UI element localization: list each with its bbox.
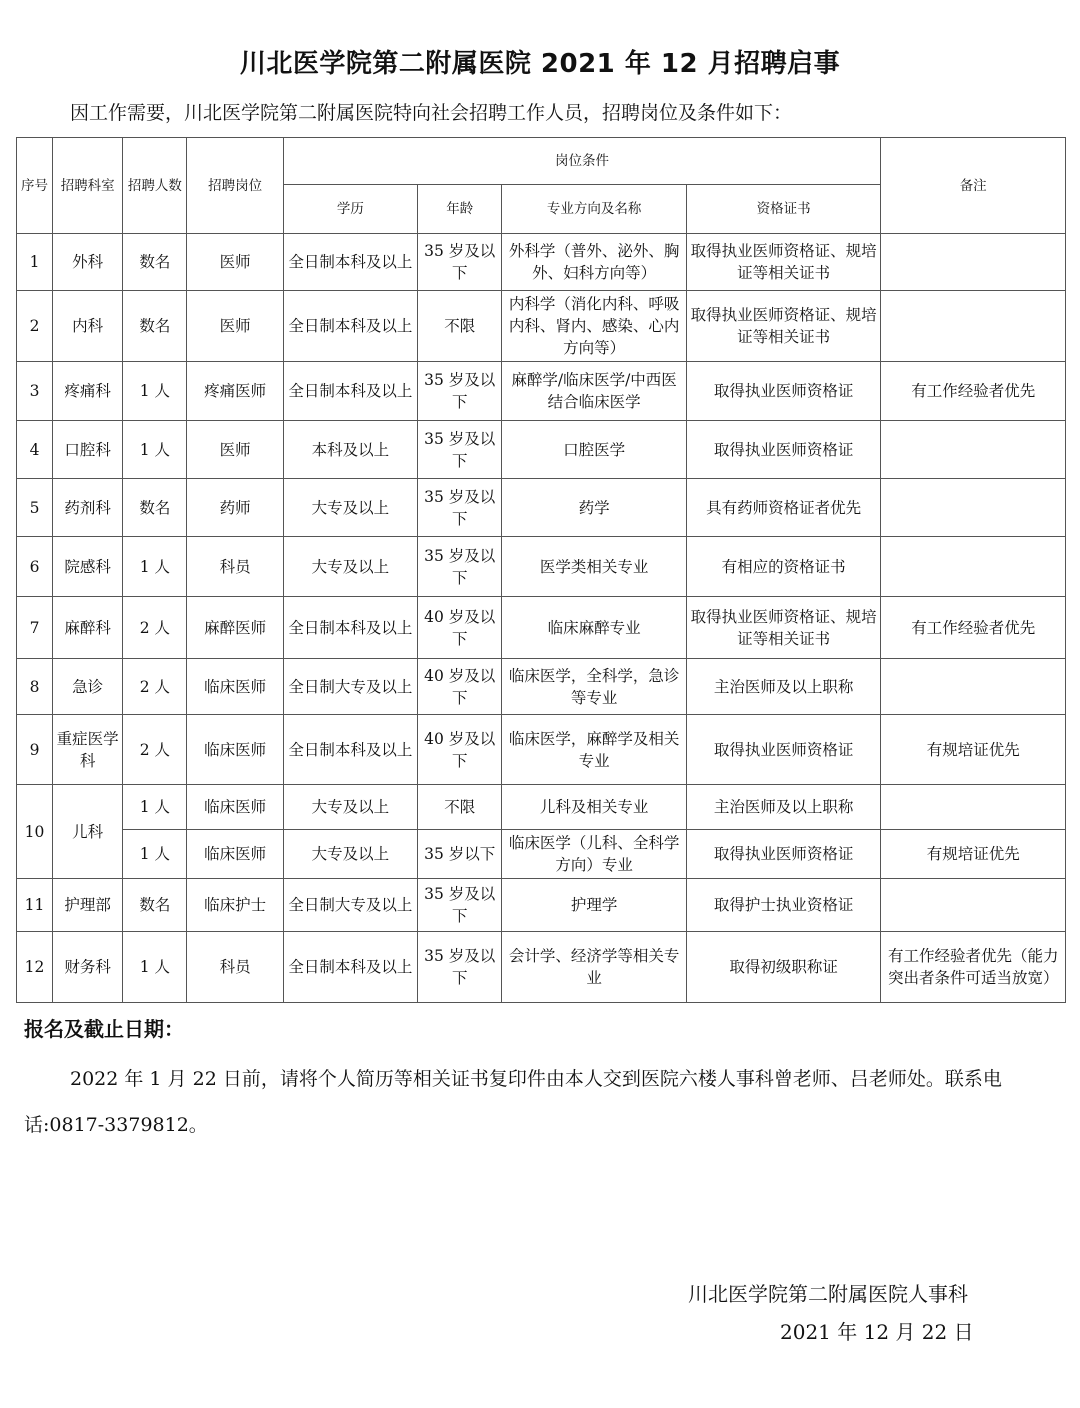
cell-certificate: 主治医师及以上职称 bbox=[686, 785, 881, 830]
signature-date: 2021 年 12 月 22 日 bbox=[780, 1320, 974, 1344]
cell-count: 1 人 bbox=[123, 830, 187, 879]
page-title: 川北医学院第二附属医院 2021 年 12 月招聘启事 bbox=[239, 49, 841, 79]
cell-count: 数名 bbox=[123, 234, 187, 291]
cell-education: 全日制本科及以上 bbox=[283, 234, 417, 291]
cell-position: 临床医师 bbox=[187, 785, 283, 830]
cell-major: 麻醉学/临床医学/中西医结合临床医学 bbox=[502, 362, 687, 421]
cell-dept: 外科 bbox=[53, 234, 123, 291]
cell-count: 1 人 bbox=[123, 932, 187, 1003]
cell-no: 5 bbox=[17, 479, 53, 537]
cell-position: 科员 bbox=[187, 932, 283, 1003]
cell-count: 1 人 bbox=[123, 362, 187, 421]
table-row bbox=[17, 932, 1066, 1003]
header-conditions: 岗位条件 bbox=[283, 138, 881, 185]
signature-department: 川北医学院第二附属医院人事科 bbox=[688, 1282, 968, 1306]
cell-count: 数名 bbox=[123, 479, 187, 537]
cell-count: 1 人 bbox=[123, 421, 187, 479]
cell-education: 全日制大专及以上 bbox=[283, 659, 417, 715]
cell-position: 医师 bbox=[187, 291, 283, 362]
cell-count: 2 人 bbox=[123, 597, 187, 659]
cell-certificate: 取得执业医师资格证、规培证等相关证书 bbox=[686, 597, 881, 659]
cell-remarks bbox=[881, 234, 1066, 291]
table-row bbox=[17, 879, 1066, 932]
header-dept: 招聘科室 bbox=[53, 138, 123, 234]
cell-major: 外科学（普外、泌外、胸外、妇科方向等） bbox=[502, 234, 687, 291]
cell-dept: 重症医学科 bbox=[53, 715, 123, 785]
cell-education: 大专及以上 bbox=[283, 785, 417, 830]
cell-dept: 口腔科 bbox=[53, 421, 123, 479]
cell-education: 本科及以上 bbox=[283, 421, 417, 479]
cell-no: 9 bbox=[17, 715, 53, 785]
cell-certificate: 取得初级职称证 bbox=[686, 932, 881, 1003]
cell-count: 数名 bbox=[123, 291, 187, 362]
header-remarks: 备注 bbox=[881, 138, 1066, 234]
cell-age: 40 岁及以下 bbox=[418, 597, 502, 659]
deadline-heading: 报名及截止日期： bbox=[24, 1017, 184, 1041]
cell-age: 35 岁及以下 bbox=[418, 479, 502, 537]
cell-position: 医师 bbox=[187, 234, 283, 291]
table-row bbox=[17, 715, 1066, 785]
cell-education: 大专及以上 bbox=[283, 479, 417, 537]
cell-position: 科员 bbox=[187, 537, 283, 597]
cell-remarks bbox=[881, 879, 1066, 932]
cell-education: 全日制本科及以上 bbox=[283, 291, 417, 362]
cell-count: 1 人 bbox=[123, 785, 187, 830]
cell-certificate: 取得执业医师资格证 bbox=[686, 421, 881, 479]
cell-count: 2 人 bbox=[123, 715, 187, 785]
table-row bbox=[17, 537, 1066, 597]
cell-education: 全日制本科及以上 bbox=[283, 932, 417, 1003]
cell-education: 全日制本科及以上 bbox=[283, 597, 417, 659]
cell-position: 临床医师 bbox=[187, 715, 283, 785]
cell-remarks bbox=[881, 421, 1066, 479]
cell-age: 35 岁及以下 bbox=[418, 421, 502, 479]
cell-no: 2 bbox=[17, 291, 53, 362]
table-row bbox=[17, 785, 1066, 830]
header-no: 序号 bbox=[17, 138, 53, 234]
header-major: 专业方向及名称 bbox=[502, 185, 687, 234]
cell-certificate: 取得执业医师资格证 bbox=[686, 362, 881, 421]
cell-no: 3 bbox=[17, 362, 53, 421]
cell-no: 6 bbox=[17, 537, 53, 597]
cell-position: 医师 bbox=[187, 421, 283, 479]
cell-count: 数名 bbox=[123, 879, 187, 932]
cell-no: 1 bbox=[17, 234, 53, 291]
table-row bbox=[17, 421, 1066, 479]
cell-position: 临床医师 bbox=[187, 830, 283, 879]
cell-certificate: 具有药师资格证者优先 bbox=[686, 479, 881, 537]
cell-position: 临床医师 bbox=[187, 659, 283, 715]
cell-count: 2 人 bbox=[123, 659, 187, 715]
cell-position: 临床护士 bbox=[187, 879, 283, 932]
cell-dept: 急诊 bbox=[53, 659, 123, 715]
cell-certificate: 取得执业医师资格证 bbox=[686, 830, 881, 879]
cell-dept: 疼痛科 bbox=[53, 362, 123, 421]
recruitment-table bbox=[16, 137, 1066, 1003]
cell-remarks: 有工作经验者优先（能力突出者条件可适当放宽） bbox=[881, 932, 1066, 1003]
cell-major: 内科学（消化内科、呼吸内科、肾内、感染、心内方向等） bbox=[502, 291, 687, 362]
cell-certificate: 取得执业医师资格证、规培证等相关证书 bbox=[686, 291, 881, 362]
cell-dept: 财务科 bbox=[53, 932, 123, 1003]
header-count: 招聘人数 bbox=[123, 138, 187, 234]
deadline-paragraph: 2022 年 1 月 22 日前，请将个人简历等相关证书复印件由本人交到医院六楼人事科曾老师、吕老师处。联系电话:0817-3379812。 bbox=[24, 1068, 1002, 1136]
cell-major: 临床医学，全科学，急诊等专业 bbox=[502, 659, 687, 715]
cell-no: 4 bbox=[17, 421, 53, 479]
table-row bbox=[17, 830, 1066, 879]
cell-remarks bbox=[881, 785, 1066, 830]
cell-education: 大专及以上 bbox=[283, 537, 417, 597]
cell-education: 全日制大专及以上 bbox=[283, 879, 417, 932]
table-row bbox=[17, 362, 1066, 421]
table-row bbox=[17, 234, 1066, 291]
cell-remarks bbox=[881, 291, 1066, 362]
cell-major: 药学 bbox=[502, 479, 687, 537]
cell-certificate: 取得执业医师资格证、规培证等相关证书 bbox=[686, 234, 881, 291]
cell-remarks bbox=[881, 659, 1066, 715]
cell-remarks bbox=[881, 537, 1066, 597]
cell-major: 护理学 bbox=[502, 879, 687, 932]
cell-certificate: 取得执业医师资格证 bbox=[686, 715, 881, 785]
cell-position: 药师 bbox=[187, 479, 283, 537]
cell-no: 7 bbox=[17, 597, 53, 659]
cell-age: 不限 bbox=[418, 291, 502, 362]
cell-dept: 内科 bbox=[53, 291, 123, 362]
cell-age: 35 岁及以下 bbox=[418, 234, 502, 291]
cell-no: 10 bbox=[17, 785, 53, 879]
cell-age: 40 岁及以下 bbox=[418, 715, 502, 785]
cell-major: 临床麻醉专业 bbox=[502, 597, 687, 659]
cell-position: 疼痛医师 bbox=[187, 362, 283, 421]
table-row bbox=[17, 597, 1066, 659]
cell-certificate: 有相应的资格证书 bbox=[686, 537, 881, 597]
cell-major: 口腔医学 bbox=[502, 421, 687, 479]
cell-remarks bbox=[881, 479, 1066, 537]
cell-age: 40 岁及以下 bbox=[418, 659, 502, 715]
cell-remarks: 有规培证优先 bbox=[881, 830, 1066, 879]
cell-age: 35 岁以下 bbox=[418, 830, 502, 879]
cell-remarks: 有工作经验者优先 bbox=[881, 362, 1066, 421]
cell-major: 临床医学，麻醉学及相关专业 bbox=[502, 715, 687, 785]
cell-no: 11 bbox=[17, 879, 53, 932]
cell-major: 临床医学（儿科、全科学方向）专业 bbox=[502, 830, 687, 879]
cell-education: 全日制本科及以上 bbox=[283, 362, 417, 421]
table-row bbox=[17, 659, 1066, 715]
cell-education: 大专及以上 bbox=[283, 830, 417, 879]
cell-certificate: 主治医师及以上职称 bbox=[686, 659, 881, 715]
cell-dept: 药剂科 bbox=[53, 479, 123, 537]
header-certificate: 资格证书 bbox=[686, 185, 881, 234]
cell-age: 35 岁及以下 bbox=[418, 932, 502, 1003]
cell-education: 全日制本科及以上 bbox=[283, 715, 417, 785]
cell-count: 1 人 bbox=[123, 537, 187, 597]
cell-major: 会计学、经济学等相关专业 bbox=[502, 932, 687, 1003]
cell-dept: 麻醉科 bbox=[53, 597, 123, 659]
cell-major: 医学类相关专业 bbox=[502, 537, 687, 597]
cell-remarks: 有规培证优先 bbox=[881, 715, 1066, 785]
cell-no: 8 bbox=[17, 659, 53, 715]
header-education: 学历 bbox=[283, 185, 417, 234]
header-position: 招聘岗位 bbox=[187, 138, 283, 234]
table-row bbox=[17, 291, 1066, 362]
cell-dept: 护理部 bbox=[53, 879, 123, 932]
cell-age: 35 岁及以下 bbox=[418, 362, 502, 421]
cell-major: 儿科及相关专业 bbox=[502, 785, 687, 830]
table-row bbox=[17, 479, 1066, 537]
cell-age: 35 岁及以下 bbox=[418, 879, 502, 932]
cell-position: 麻醉医师 bbox=[187, 597, 283, 659]
intro-paragraph: 因工作需要，川北医学院第二附属医院特向社会招聘工作人员，招聘岗位及条件如下： bbox=[70, 102, 793, 124]
cell-dept: 院感科 bbox=[53, 537, 123, 597]
cell-dept: 儿科 bbox=[53, 785, 123, 879]
cell-age: 不限 bbox=[418, 785, 502, 830]
header-age: 年龄 bbox=[418, 185, 502, 234]
cell-remarks: 有工作经验者优先 bbox=[881, 597, 1066, 659]
cell-certificate: 取得护士执业资格证 bbox=[686, 879, 881, 932]
cell-age: 35 岁及以下 bbox=[418, 537, 502, 597]
cell-no: 12 bbox=[17, 932, 53, 1003]
